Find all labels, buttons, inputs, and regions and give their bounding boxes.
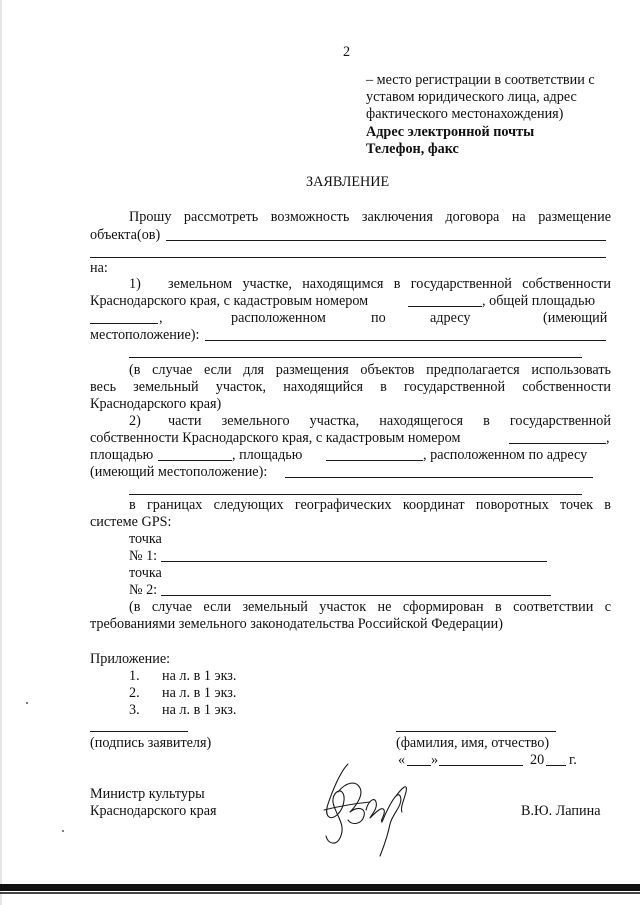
item2-line: части земельного участка, находящегося в государственной: [168, 413, 611, 429]
coordinates-blank: [161, 595, 551, 596]
attachment-number: 1.: [129, 668, 140, 684]
minister-name: В.Ю. Лапина: [521, 803, 601, 819]
address-blank: [129, 494, 582, 495]
gps-line: в границах следующих географических координат поворотных точек в: [129, 497, 611, 513]
gps-line: системе GPS:: [90, 514, 172, 530]
document-title: ЗАЯВЛЕНИЕ: [306, 174, 390, 190]
item1-line: Краснодарского края, с кадастровым номером: [90, 293, 369, 309]
item1-word: (имеющий: [543, 310, 608, 326]
item2-number: 2): [129, 413, 141, 429]
minister-title: Министр культуры: [90, 786, 205, 802]
attachments-label: Приложение:: [90, 651, 171, 667]
item1-line: , общей площадью: [482, 293, 596, 309]
intro-line: объекта(ов): [90, 227, 161, 243]
sender-line: уставом юридического лица, адрес: [366, 89, 577, 105]
point-number: № 2:: [129, 582, 158, 598]
scan-border: [0, 892, 640, 894]
intro-line: Прошу рассмотреть возможность заключения договора на размещение: [129, 209, 611, 225]
attachment-number: 2.: [129, 685, 140, 701]
item1-word: адресу: [430, 310, 471, 326]
address-blank: [285, 477, 593, 478]
item1-line: земельном участке, находящимся в государственной собственности: [168, 276, 611, 292]
item1-comma: ,: [159, 310, 163, 326]
attachment-text: на л. в 1 экз.: [162, 668, 237, 684]
scan-speck: [26, 702, 28, 704]
page-number: 2: [343, 44, 351, 60]
blank-line: [166, 240, 606, 241]
area-blank: [326, 460, 423, 461]
area-blank: [90, 323, 158, 324]
sender-line: – место регистрации в соответствии с: [366, 72, 595, 88]
item1-note: весь земельный участок, находящийся в государственной собственности: [90, 379, 611, 395]
applicant-signature-label: (подпись заявителя): [90, 735, 212, 751]
date-quote-close: »: [431, 752, 439, 768]
attachment-text: на л. в 1 экз.: [162, 702, 237, 718]
signature-blank: [90, 731, 188, 732]
item1-word: по: [371, 310, 386, 326]
minister-region: Краснодарского края: [90, 803, 217, 819]
item1-note: Краснодарского края): [90, 396, 222, 412]
sender-line: фактического местонахождения): [366, 106, 564, 122]
item1-number: 1): [129, 276, 141, 292]
item2-note: (в случае если земельный участок не сформирован в соответствии с: [129, 599, 611, 615]
phone-label: Телефон, факс: [366, 141, 459, 157]
point-label: точка: [129, 565, 162, 581]
year-prefix: 20: [530, 752, 545, 768]
handwritten-signature: [310, 752, 420, 862]
coordinates-blank: [161, 561, 547, 562]
fio-blank: [396, 731, 556, 732]
item2-comma: ,: [606, 430, 610, 446]
address-blank: [129, 357, 582, 358]
item2-note: требованиями земельного законодательства Российской Федерации): [90, 616, 503, 632]
cadastral-number-blank: [408, 306, 482, 307]
month-blank: [439, 765, 523, 766]
point-label: точка: [129, 531, 162, 547]
cadastral-number-blank: [509, 443, 606, 444]
item2-line: (имеющий местоположение):: [90, 464, 268, 480]
attachment-text: на л. в 1 экз.: [162, 685, 237, 701]
address-blank: [205, 340, 606, 341]
date-quote-open: «: [398, 752, 406, 768]
item1-word: расположенном: [231, 310, 326, 326]
scan-edge: [0, 0, 2, 905]
item2-line: , расположенном по адресу: [423, 447, 588, 463]
email-label: Адрес электронной почты: [366, 124, 535, 140]
year-suffix: г.: [569, 752, 577, 768]
item2-line: , площадью: [232, 447, 303, 463]
area-blank: [158, 460, 232, 461]
item1-line: местоположение):: [90, 327, 200, 343]
attachment-number: 3.: [129, 702, 140, 718]
scan-border: [0, 884, 640, 891]
item2-line: площадью: [90, 447, 154, 463]
fio-label: (фамилия, имя, отчество): [396, 735, 550, 751]
item2-line: собственности Краснодарского края, с кадастровым номером: [90, 430, 461, 446]
item1-note: (в случае если для размещения объектов предполагается использовать: [129, 362, 611, 378]
year-blank: [546, 765, 566, 766]
scan-speck: [62, 830, 64, 832]
on-label: на:: [90, 260, 108, 276]
point-number: № 1:: [129, 548, 158, 564]
blank-line: [90, 257, 606, 258]
